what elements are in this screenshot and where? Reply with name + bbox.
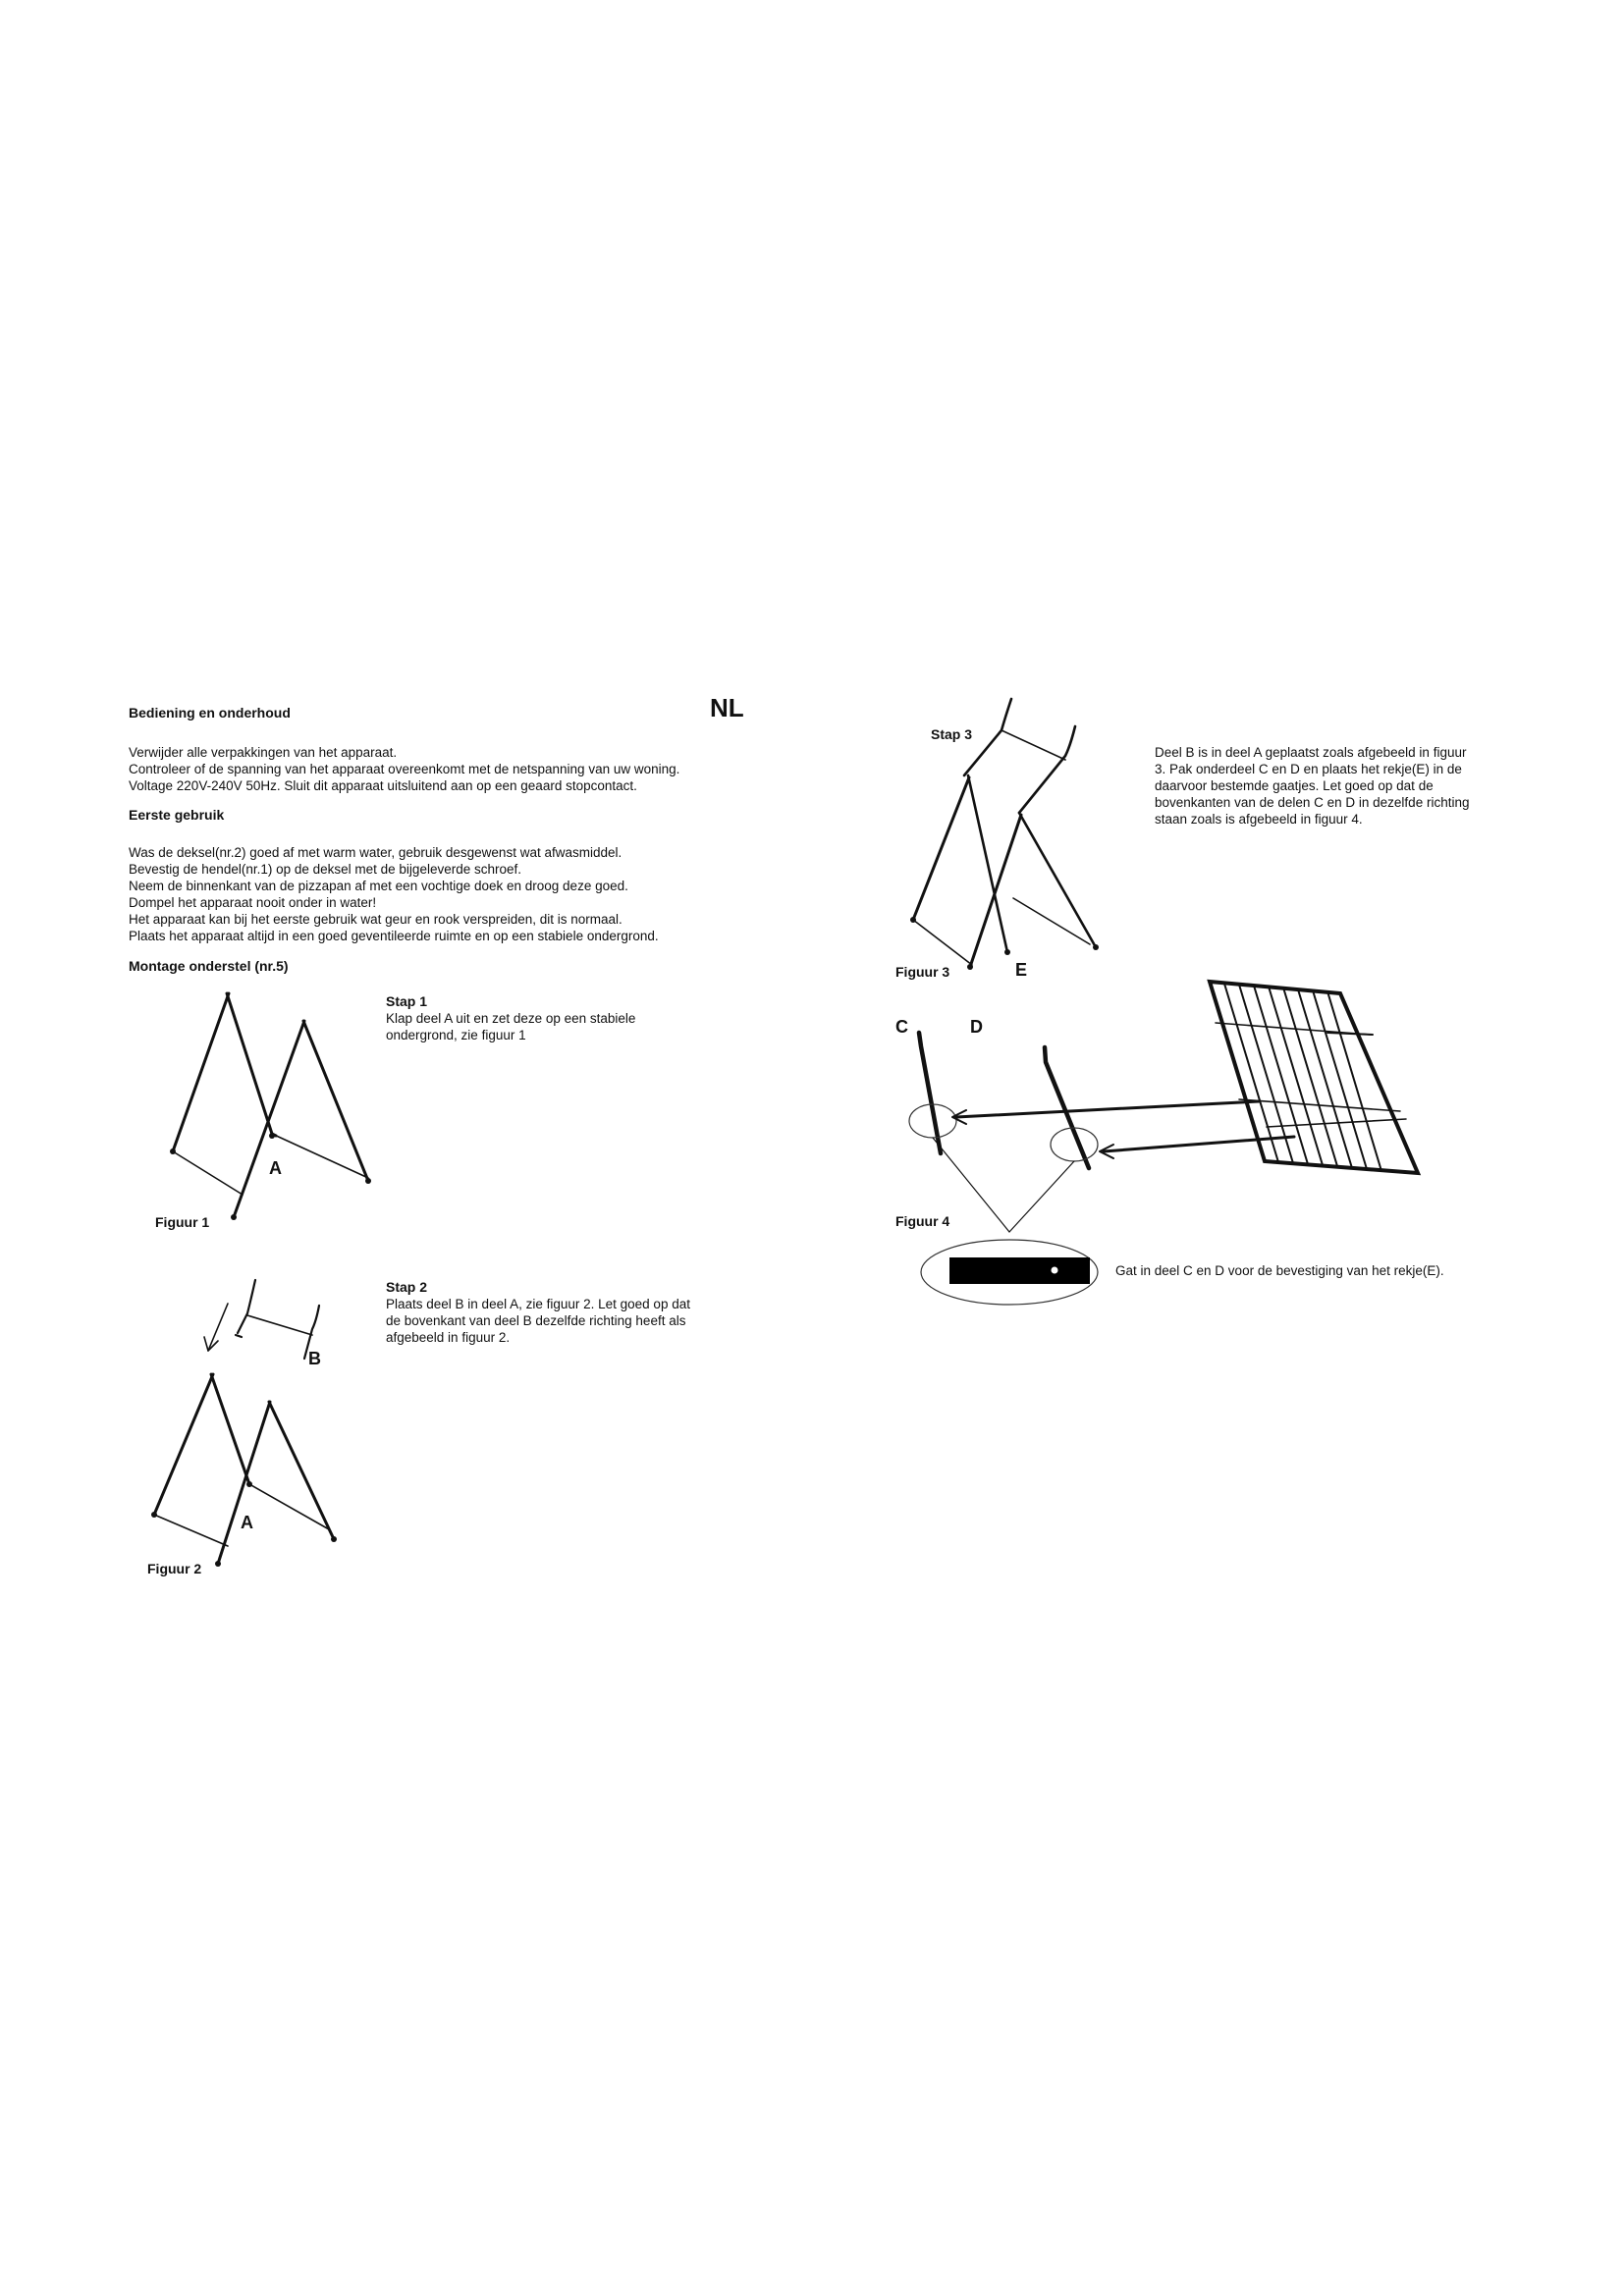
step3-line: staan zoals is afgebeeld in figuur 4.	[1155, 812, 1363, 827]
language-code: NL	[710, 693, 744, 722]
first-use-line: Het apparaat kan bij het eerste gebruik wat geur en rook verspreiden, dit is normaal.	[129, 912, 623, 927]
step1-text	[386, 1010, 739, 1043]
step2-text	[386, 1296, 759, 1346]
first-use-text	[129, 844, 777, 944]
step2-line: afgebeeld in figuur 2.	[386, 1330, 511, 1345]
first-use-line: Bevestig de hendel(nr.1) op de deksel met de bijgeleverde schroef.	[129, 862, 521, 877]
step1-line: Klap deel A uit en zet deze op een stabiele	[386, 1011, 636, 1026]
label-d: D	[970, 1017, 983, 1037]
label-e: E	[1015, 960, 1028, 980]
figure-3-stand-ab	[903, 687, 1119, 972]
section-title: Bediening en onderhoud	[129, 705, 291, 721]
first-use-line: Plaats het apparaat altijd in een goed geventileerde ruimte en op een stabiele ondergrond.	[129, 929, 659, 943]
fig1-label-a: A	[269, 1158, 282, 1178]
fig2-caption: Figuur 2	[147, 1561, 202, 1576]
step1-title: Stap 1	[386, 993, 428, 1009]
step2-line: Plaats deel B in deel A, zie figuur 2. Let goed op dat	[386, 1297, 690, 1311]
fig3-caption: Figuur 3	[895, 964, 950, 980]
fig4-caption: Figuur 4	[895, 1213, 950, 1229]
first-use-line: Dompel het apparaat nooit onder in water!	[129, 895, 377, 910]
first-use-line: Was de deksel(nr.2) goed af met warm water, gebruik desgewenst wat afwasmiddel.	[129, 845, 623, 860]
step3-line: 3. Pak onderdeel C en D en plaats het rekje(E) in de	[1155, 762, 1462, 776]
first-use-heading: Eerste gebruik	[129, 807, 225, 823]
step3-title: Stap 3	[931, 726, 973, 742]
montage-heading: Montage onderstel (nr.5)	[129, 958, 289, 974]
step3-line: daarvoor bestemde gaatjes. Let goed op dat de	[1155, 778, 1434, 793]
intro-line: Controleer of de spanning van het apparaat overeenkomt met de netspanning van uw woning.	[129, 762, 680, 776]
figure-1-stand-a	[162, 987, 388, 1227]
step2-line: de bovenkant van deel B dezelfde richting heeft als	[386, 1313, 686, 1328]
step1-line: ondergrond, zie figuur 1	[386, 1028, 526, 1042]
label-c: C	[895, 1017, 908, 1037]
fig2-label-b: B	[308, 1349, 321, 1368]
figure-4-rack-assembly	[903, 972, 1434, 1306]
intro-line: Verwijder alle verpakkingen van het apparaat.	[129, 745, 398, 760]
figure-2-insert-b	[147, 1276, 344, 1580]
step3-text	[1155, 744, 1547, 828]
step3-line: bovenkanten van de delen C en D in dezelfde richting	[1155, 795, 1470, 810]
first-use-line: Neem de binnenkant van de pizzapan af met een vochtige doek en droog deze goed.	[129, 879, 628, 893]
hole-note: Gat in deel C en D voor de bevestiging van het rekje(E).	[1115, 1263, 1444, 1278]
step3-line: Deel B is in deel A geplaatst zoals afgebeeld in figuur	[1155, 745, 1467, 760]
fig2-label-a: A	[241, 1513, 253, 1532]
step2-title: Stap 2	[386, 1279, 428, 1295]
intro-text	[129, 744, 777, 794]
intro-line: Voltage 220V-240V 50Hz. Sluit dit apparaat uitsluitend aan op een geaard stopcontact.	[129, 778, 637, 793]
fig1-caption: Figuur 1	[155, 1214, 210, 1230]
